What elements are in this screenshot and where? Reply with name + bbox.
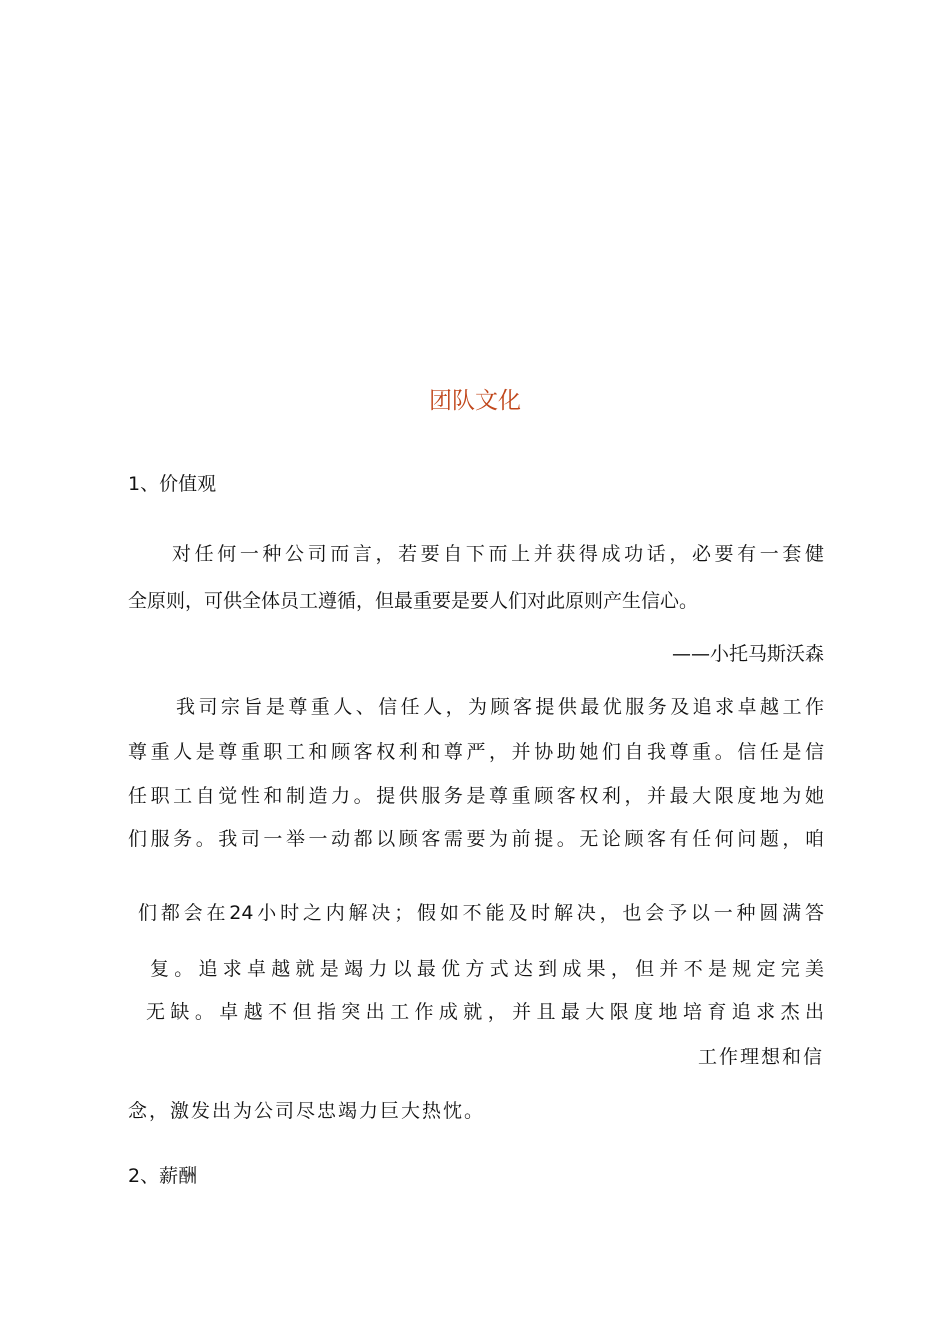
body-line-8: 工作理想和信 [697, 1046, 824, 1068]
body-line-1: 我司宗旨是尊重人、信任人，为顾客提供最优服务及追求卓越工作 [176, 696, 824, 718]
quote-line-2: 全原则，可供全体员工遵循，但最重要是要人们对此原则产生信心。 [128, 590, 699, 612]
section-heading-salary: 2、薪酬 [128, 1165, 198, 1187]
quote-line-1: 对任何一种公司而言，若要自下而上并获得成功话，必要有一套健 [172, 543, 824, 565]
quote-attribution: ——小托马斯沃森 [671, 643, 824, 665]
body-line-7: 无缺。卓越不但指突出工作成就，并且最大限度地培育追求杰出 [146, 1001, 824, 1023]
body-line-6: 复。追求卓越就是竭力以最优方式达到成果，但并不是规定完美 [150, 958, 824, 980]
body-line-3: 任职工自觉性和制造力。提供服务是尊重顾客权利，并最大限度地为她 [128, 785, 824, 807]
section-heading-values: 1、价值观 [128, 473, 217, 495]
body-line-4: 们服务。我司一举一动都以顾客需要为前提。无论顾客有任何问题，咱 [128, 828, 824, 850]
body-line-9: 念，激发出为公司尽忠竭力巨大热忱。 [128, 1100, 486, 1122]
body-line-2: 尊重人是尊重职工和顾客权利和尊严，并协助她们自我尊重。信任是信 [128, 741, 824, 763]
body-line-5: 们都会在24小时之内解决；假如不能及时解决，也会予以一种圆满答 [138, 902, 824, 924]
document-title: 团队文化 [429, 388, 521, 414]
